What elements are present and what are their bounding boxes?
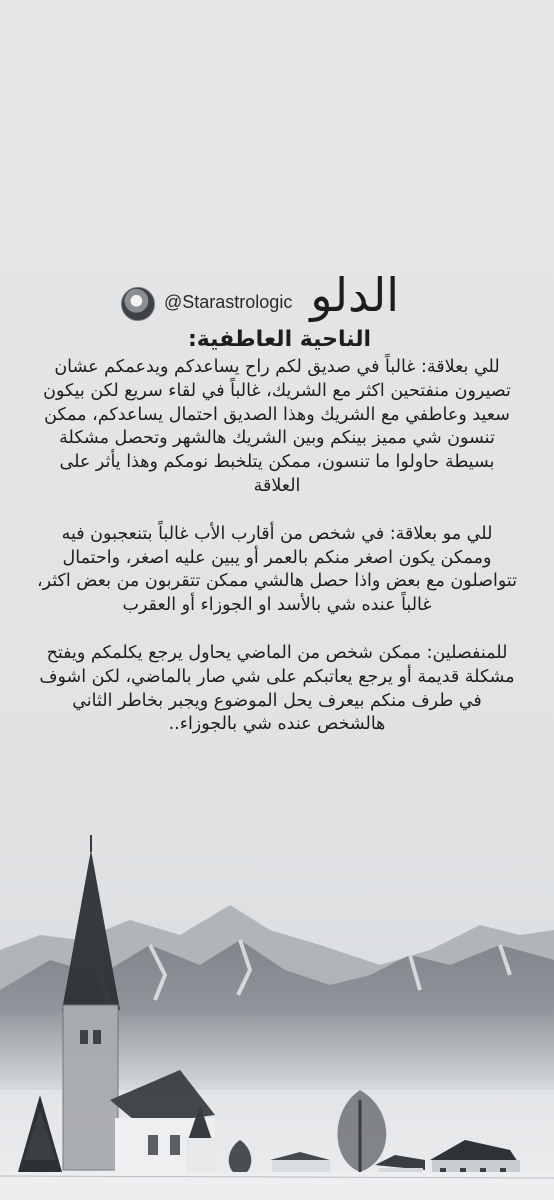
avatar-icon [121,287,155,321]
paragraph-single: للي مو بعلاقة: في شخص من أقارب الأب غالباً بتنعجبون فيه وممكن يكون اصغر منكم بالعمر أو يبين عليه اصغر، واحتمال تتواصلون مع بعض واذا حصل هالشي ممكن تتقربون من بعض اكثر، غالباً عنده شي بالأسد او الجوزاء أو العقرب [36,523,518,616]
paragraph-in-relationship: للي بعلاقة: غالباً في صديق لكم راح يساعدكم ويدعمكم عشان تصيرون منفتحين اكثر مع الشريك، غالباً في لقاء سريع لكن بيكون سعيد وعاطفي مع الشريك وهذا الصديق احتمال يساعدكم، ممكن تنسون شي مميز بينكم وبين الشريك هالشهر وتحصل مشكلة بسيطة حاولوا ما تنسون، ممكن يتلخبط نومكم وهذا يأثر على العلاقة [43,357,511,496]
horoscope-text [36,356,518,761]
header [0,265,554,335]
section-title: الناحية العاطفية: [187,327,371,352]
paragraph-separated: للمنفصلين: ممكن شخص من الماضي يحاول يرجع يكلمكم ويفتح مشكلة قديمة أو يرجع يعاتبكم على شي صار بالماضي، لكن اشوف في طرف منكم بيعرف يحل الموضوع ويجبر بخاطر الثاني هالشخص عنده شي بالجوزاء.. [39,642,515,735]
account-handle: @Starastrologic [164,292,293,312]
page-title: الدلو [310,268,399,322]
